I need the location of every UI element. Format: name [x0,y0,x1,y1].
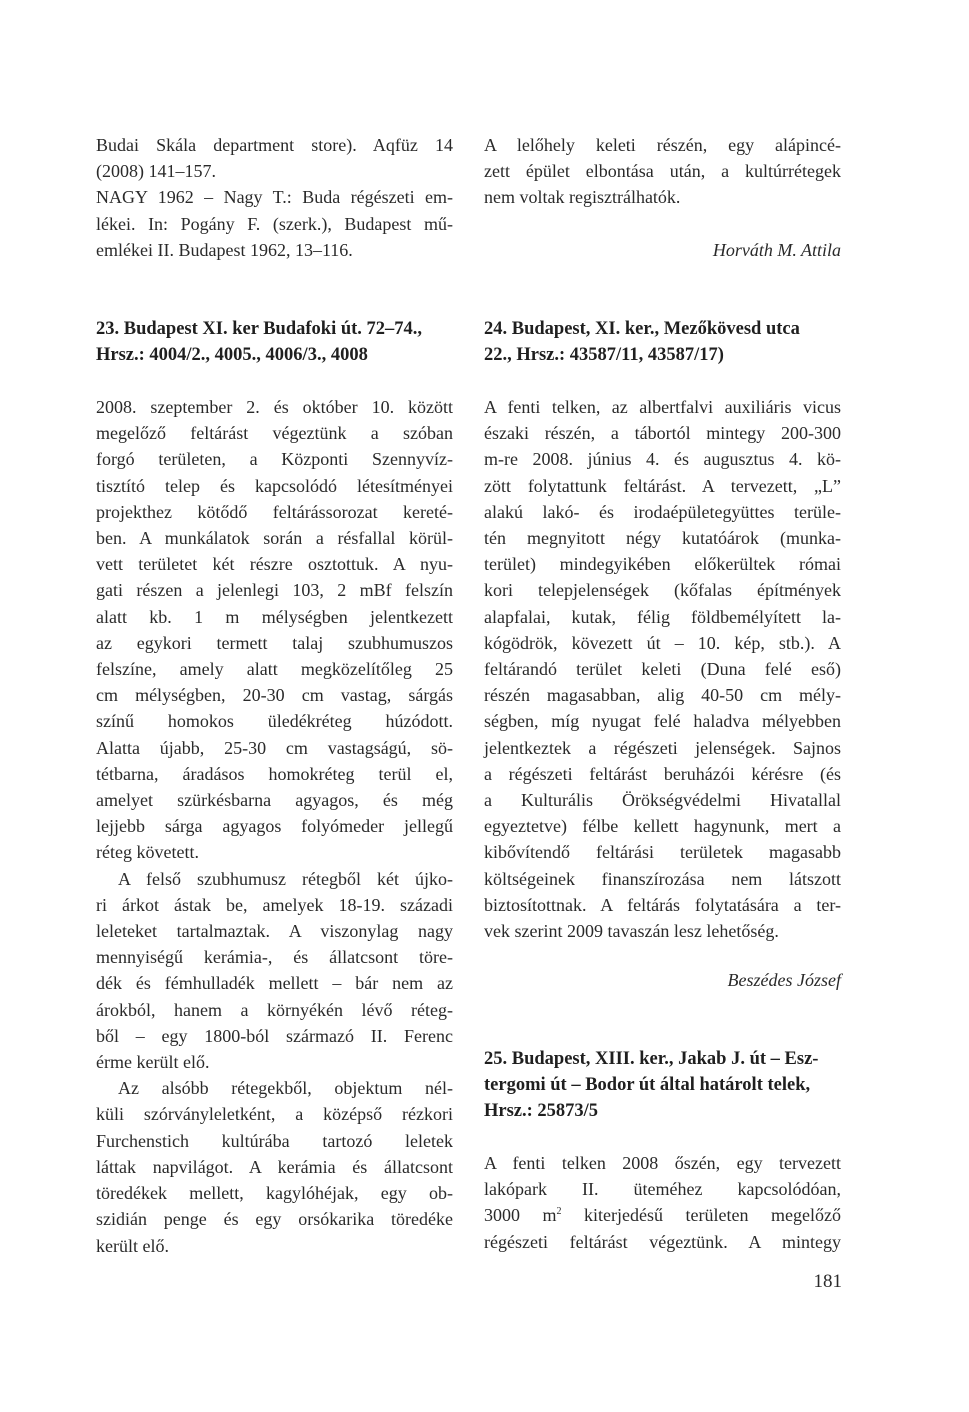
body-line: terület) mindegyikében előkerültek római [484,554,841,575]
superscript: 2 [556,1206,562,1218]
entry-22-closing-text [484,132,841,211]
heading-line: Hrsz.: 25873/5 [484,1101,599,1121]
body-line: jelentkeztek a régészeti jelenségek. Sajnos [484,737,841,758]
body-line: lejjebb sárga agyagos folyómeder jellegű [96,816,453,837]
reference-line: emlékei II. Budapest 1962, 13–116. [96,239,353,260]
entry-24-heading [484,316,841,368]
entry-23-heading [96,316,453,368]
body-line: egyeztetve) félbe kellett hagynunk, mert a [484,816,841,837]
body-line: láttak napvilágot. A kerámia és állatcsont [96,1156,453,1177]
body-line: ből – egy 1800-ból származó II. Ferenc [96,1025,453,1046]
body-line: dék és fémhulladék mellett – bár nem az [96,973,453,994]
body-line: leleteket tartalmaztak. A viszonylag nagy [96,921,453,942]
heading-line: 24. Budapest, XI. ker., Mezőkövesd utca [484,319,800,339]
body-line: tétbarna, áradásos homokréteg terül el, [96,763,453,784]
body-line: m-re 2008. június 4. és augusztus 4. kö- [484,449,841,470]
body-line: részén magasabban, alig 40-50 cm mély- [484,685,841,706]
body-line: a Kulturális Örökségvédelmi Hivatallal [484,790,841,811]
body-line: északi részén, a tábortól mintegy 200-300 [484,423,841,444]
body-line: A felső szubhumusz rétegből két újko- [118,868,453,889]
body-line: zött folytattunk feltárást. A tervezett, „L” [484,475,841,496]
entry-24-signature [484,967,841,993]
body-line: küli szórványleletként, a középső rézkori [96,1104,453,1125]
body-line: gati részen a jelenlegi 103, 2 mBf felszín [96,580,453,601]
body-line: mennyiségű kerámia-, és állatcsont töre- [96,947,453,968]
body-line: költségeinek finanszírozása nem látszott [484,868,841,889]
body-line: alapfalai, kutak, félig földbemélyített la- [484,606,841,627]
body-line: megelőző feltárást végeztünk a szóban [96,423,453,444]
body-line: kógödrök, kövezett út – 10. kép, stb.). A [484,632,841,653]
body-line: régészeti feltárást végeztünk. A mintegy [484,1231,841,1252]
body-line: réteg követett. [96,842,199,863]
reference-line: lékei. In: Pogány F. (szerk.), Budapest mű- [96,213,453,234]
body-line: érme került elő. [96,1052,210,1073]
heading-line: tergomi út – Bodor út által határolt telek, [484,1075,811,1095]
body-line: vek szerint 2009 tavaszán lesz lehetőség. [484,921,779,942]
body-line: az egykori termett talaj szubhumuszos [96,632,453,653]
entry-25-heading [484,1046,841,1124]
body-line: kori telepjelenségek (kőfalas építmények [484,580,841,601]
heading-line: 23. Budapest XI. ker Budafoki út. 72–74., [96,319,423,339]
entry-22-signature [484,237,841,263]
body-line: A lelőhely keleti részén, egy alápincé- [484,135,841,155]
body-line: árokból, hanem a környékén lévő réteg- [96,999,453,1020]
entry-25-body [484,1150,841,1255]
body-line: került elő. [96,1235,169,1256]
author-signature: Beszédes József [727,970,841,990]
body-line: forgó területen, a Központi Szennyvíz- [96,449,453,470]
body-line: feltárandó terület keleti (Duna felé eső) [484,659,841,680]
body-line: amelyet szürkésbarna agyagos, és még [96,790,453,811]
body-line: a régészeti feltárást beruházói kérésre (és [484,763,841,784]
body-line: kibővítendő feltárási területek magasabb [484,842,841,863]
body-line [484,1202,841,1228]
body-line: alatt kb. 1 m mélységben jelentkezett [96,606,453,627]
body-line: töredékek mellett, kagylóhéjak, egy ob- [96,1183,453,1204]
body-line: színű homokos üledékréteg húzódott. [96,711,453,732]
body-line: ségben, míg nyugat felé haladva mélyebben [484,711,841,732]
heading-line: Hrsz.: 4004/2., 4005., 4006/3., 4008 [96,345,368,365]
reference-line: Budai Skála department store). Aqfüz 14 [96,135,453,155]
body-line-end: kiterjedésű területen megelőző [561,1205,841,1226]
body-line: projekthez kötődő feltárássorozat kereté- [96,501,453,522]
body-line: vett területet két részre osztottuk. A nyu- [96,554,453,575]
author-signature: Horváth M. Attila [712,240,841,260]
body-line: felszíne, amely alatt megközelítőleg 25 [96,659,453,680]
reference-line: (2008) 141–157. [96,161,216,182]
body-line-start: 3000 m [484,1205,557,1226]
body-line: ben. A munkálatok során a résfallal körül- [96,528,453,549]
page-number: 181 [813,1271,842,1292]
body-line: A fenti telken 2008 őszén, egy tervezett [484,1153,841,1173]
heading-line: 25. Budapest, XIII. ker., Jakab J. út – Esz- [484,1049,819,1069]
body-line: ri árkot ástak be, amelyek 18-19. századi [96,894,453,915]
body-line: lakópark II. üteméhez kapcsolódóan, [484,1179,841,1200]
references-block [96,132,453,263]
body-line: tisztító telep és kapcsolódó létesítményei [96,475,453,496]
entry-24-body [484,394,841,944]
body-line: szidián penge és egy orsókarika töredéke [96,1209,453,1230]
body-line: Alatta újabb, 25-30 cm vastagságú, sö- [96,737,453,758]
body-line: biztosítottnak. A feltárás folytatására a ter- [484,894,841,915]
heading-line: 22., Hrsz.: 43587/11, 43587/17) [484,345,724,365]
body-line: Az alsóbb rétegekből, objektum nél- [118,1078,453,1099]
reference-line: NAGY 1962 – Nagy T.: Buda régészeti em- [96,187,453,208]
body-line: tén megnyitott négy kutatóárok (munka- [484,528,841,549]
body-line: 2008. szeptember 2. és október 10. között [96,397,453,417]
body-line: A fenti telken, az albertfalvi auxiliáris vicus [484,397,841,417]
body-line: alakú lakó- és irodaépületegyüttes terüle- [484,501,841,522]
body-line: zett épület elbontása után, a kultúrrétegek [484,161,841,182]
body-line: cm mélységben, 20-30 cm vastag, sárgás [96,685,453,706]
entry-23-body [96,394,453,1259]
body-line: Furchenstich kultúrába tartozó leletek [96,1130,453,1151]
body-line: nem voltak regisztrálhatók. [484,187,681,208]
